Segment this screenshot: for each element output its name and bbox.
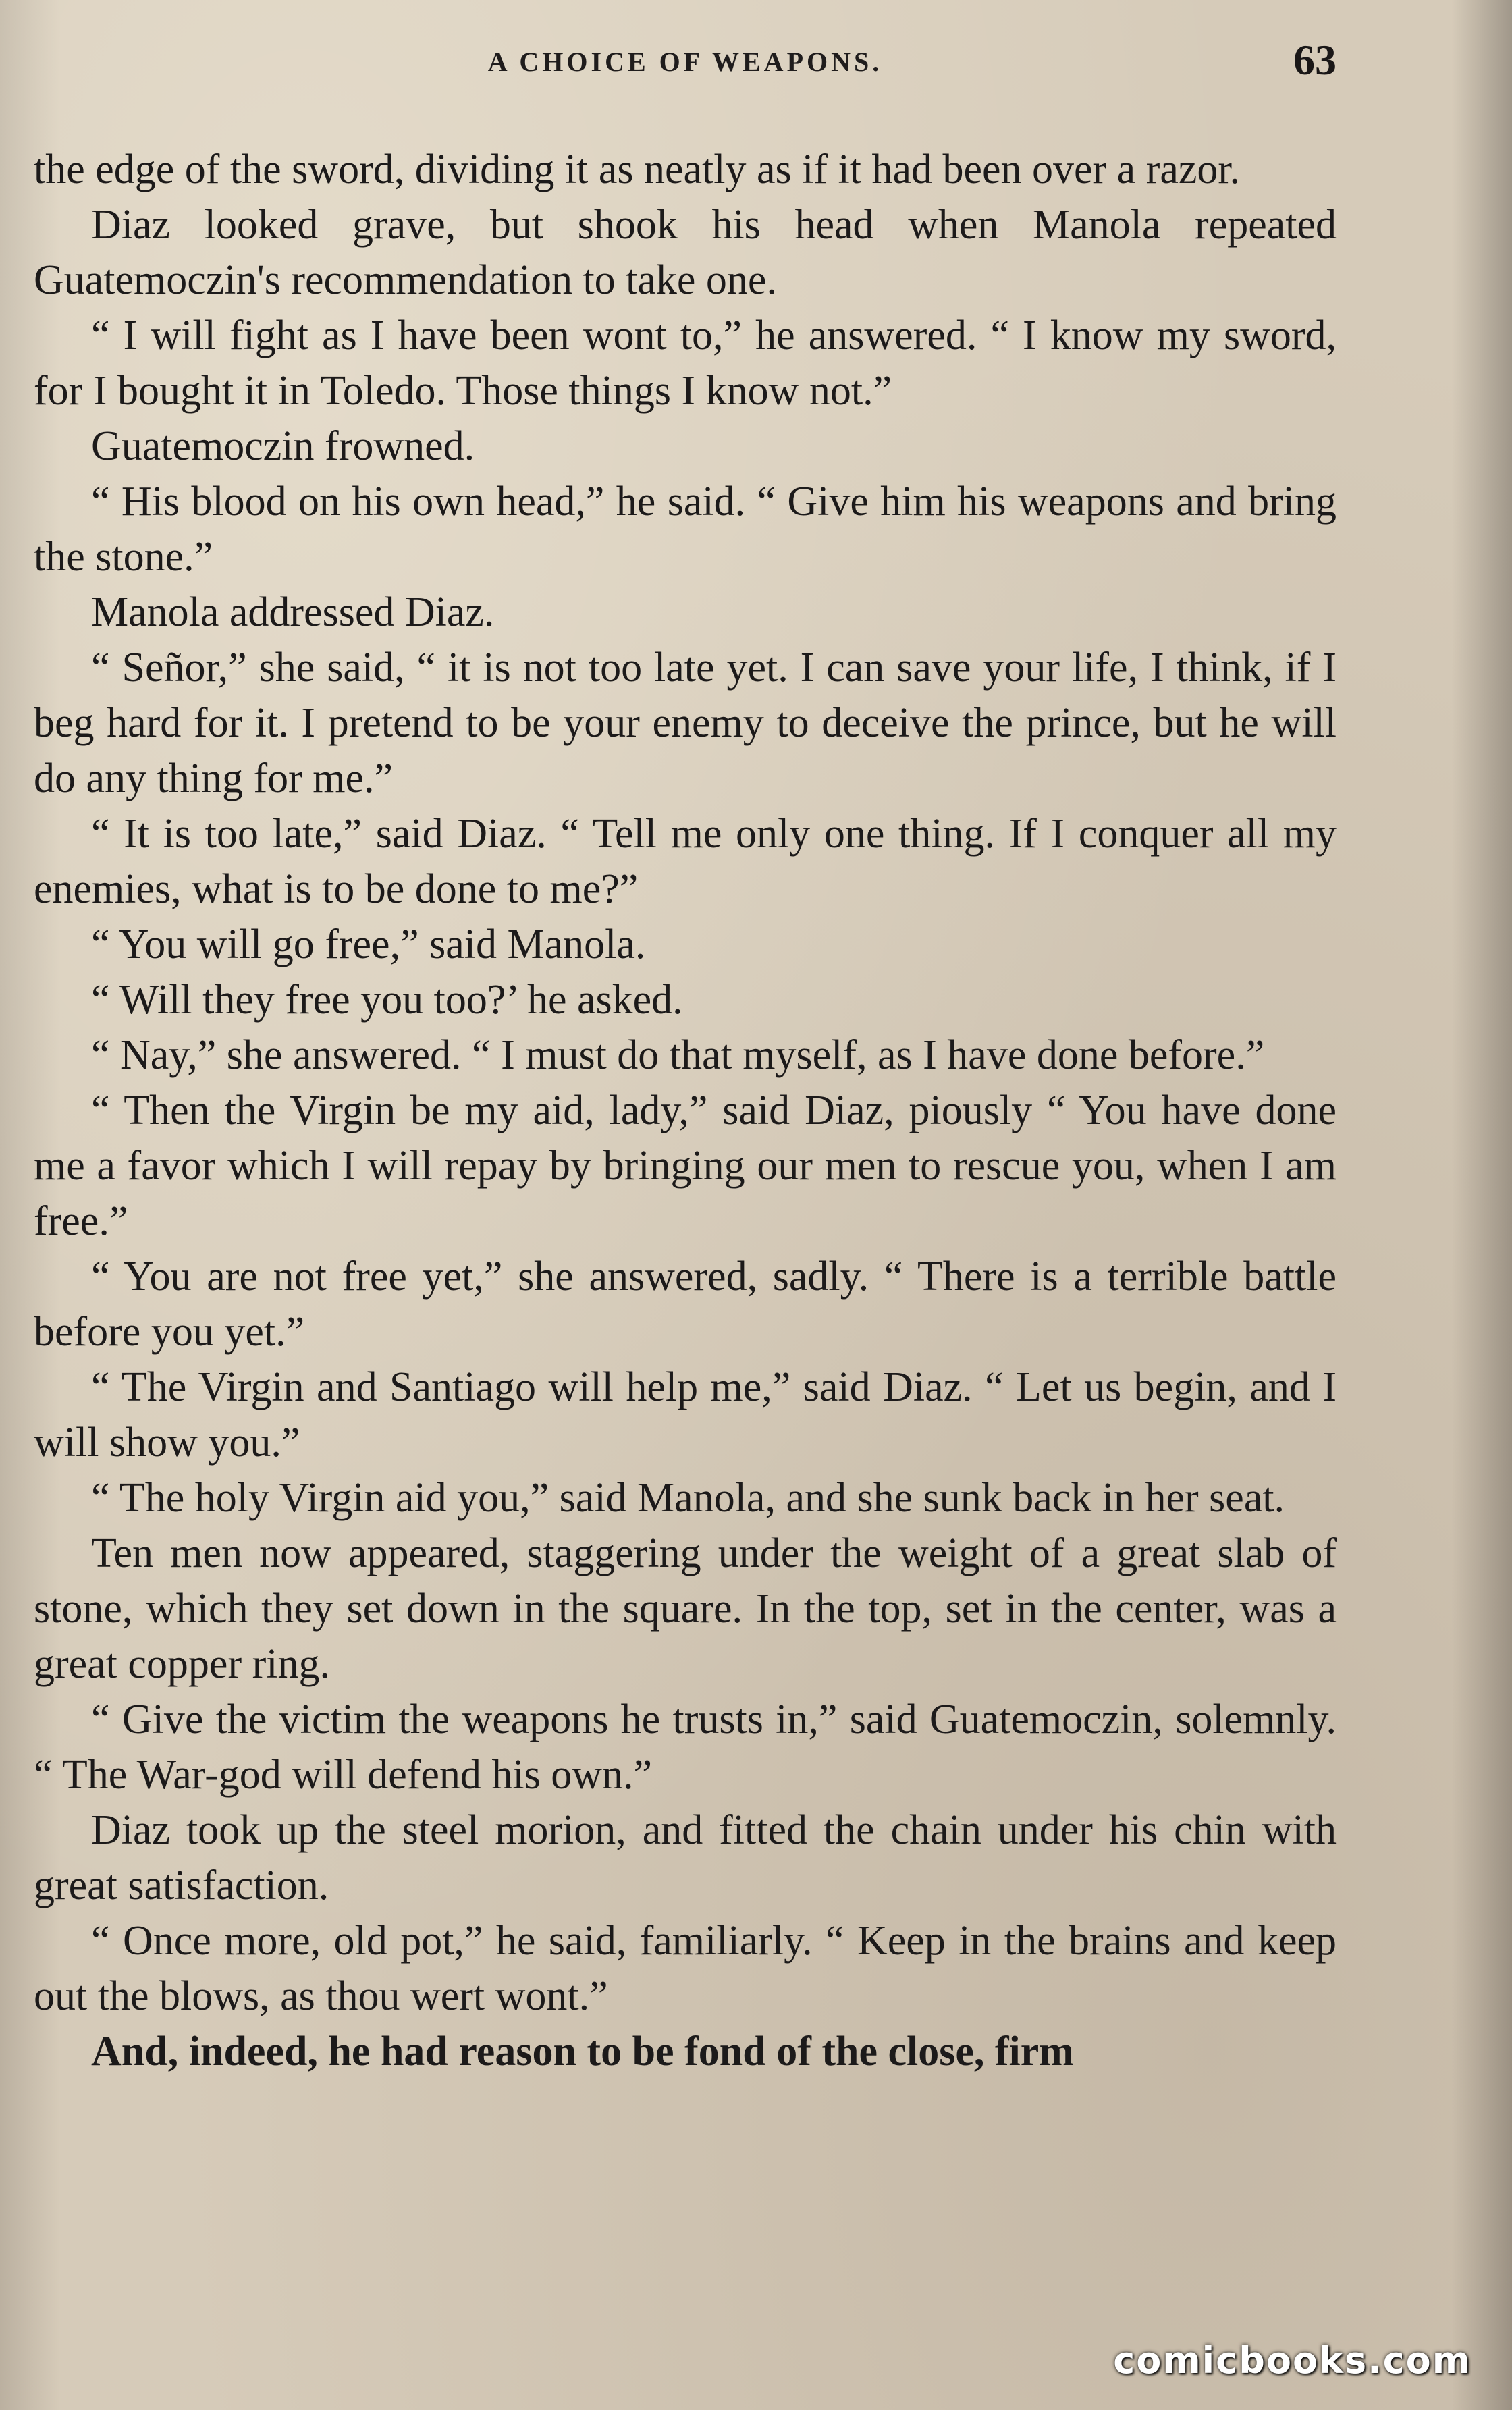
- paragraph: Manola addressed Diaz.: [91, 589, 495, 635]
- text-body: [34, 142, 1336, 2302]
- paragraph: “ The Virgin and Santiago will help me,” said Diaz. “ Let us begin, and I will show you.”: [34, 1364, 1336, 1466]
- paragraph: “ Señor,” she said, “ it is not too late yet. I can save your life, I think, if I beg hard for it. I pretend to be your enemy to deceive the prince, but he will do any thing for me.”: [34, 645, 1336, 801]
- paragraph: “ You are not free yet,” she answered, sadly. “ There is a terrible battle before you yet.”: [34, 1254, 1336, 1355]
- paragraph: “ Will they free you too?’ he asked.: [91, 977, 683, 1023]
- paragraph: “ Then the Virgin be my aid, lady,” said Diaz, piously “ You have done me a favor which I will repay by bringing our men to rescue you, when I am free.”: [34, 1088, 1336, 1244]
- paragraph: “ Nay,” she answered. “ I must do that myself, as I have done before.”: [91, 1032, 1265, 1078]
- paragraph: “ Give the victim the weapons he trusts in,” said Guatemoczin, solemnly. “ The War-god will defend his own.”: [34, 1696, 1336, 1798]
- paragraph: Guatemoczin frowned.: [91, 423, 475, 469]
- paragraph: And, indeed, he had reason to be fond of the close, firm: [91, 2029, 1074, 2074]
- paragraph: Diaz looked grave, but shook his head when Manola repeated Guatemoczin's recommendation to take one.: [34, 202, 1336, 303]
- paragraph: the edge of the sword, dividing it as neatly as if it had been over a razor.: [34, 146, 1241, 192]
- paragraph: Ten men now appeared, staggering under the weight of a great slab of stone, which they set down in the square. In the top, set in the center, was a great copper ring.: [34, 1530, 1336, 1687]
- running-head: [34, 36, 1336, 93]
- running-title: A CHOICE OF WEAPONS.: [487, 47, 883, 77]
- page-number: 63: [1293, 36, 1336, 84]
- paragraph: “ Once more, old pot,” he said, familiarly. “ Keep in the brains and keep out the blows, as thou wert wont.”: [34, 1918, 1336, 2019]
- watermark-text: comicbooks.com: [1113, 2339, 1472, 2382]
- paragraph: “ It is too late,” said Diaz. “ Tell me only one thing. If I conquer all my enemies, what is to be done to me?”: [34, 811, 1336, 912]
- paragraph: “ His blood on his own head,” he said. “ Give him his weapons and bring the stone.”: [34, 479, 1336, 580]
- paragraph: “ The holy Virgin aid you,” said Manola, and she sunk back in her seat.: [91, 1475, 1285, 1521]
- paragraph: “ You will go free,” said Manola.: [91, 921, 646, 967]
- paragraph: Diaz took up the steel morion, and fitted the chain under his chin with great satisfaction.: [34, 1807, 1336, 1908]
- paragraph: “ I will fight as I have been wont to,” he answered. “ I know my sword, for I bought it in Toledo. Those things I know not.”: [34, 313, 1336, 414]
